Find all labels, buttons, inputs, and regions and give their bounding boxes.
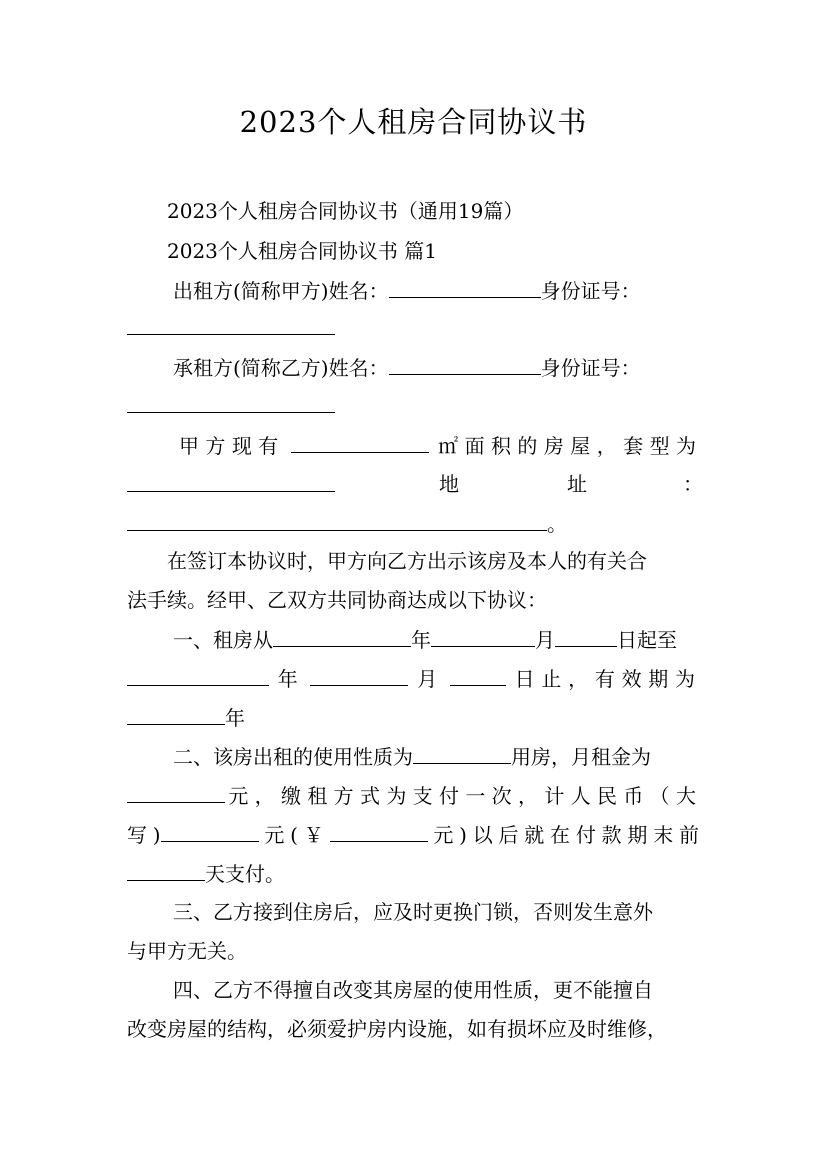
start-month-label: 月 (535, 628, 555, 652)
end-year-blank (127, 663, 269, 686)
clause3-line-1 (127, 897, 699, 927)
lessor-name-blank (389, 275, 541, 298)
end-month-blank (310, 663, 408, 686)
intro-line-2 (127, 585, 699, 615)
lessor-line (127, 275, 699, 306)
clause2-text-f: 元)以后就在付款期末前 (427, 823, 699, 847)
start-day-blank (555, 624, 617, 647)
clause1-from-end: 日起至 (617, 628, 677, 652)
section-heading: 2023个人租房合同协议书 篇1 (167, 239, 437, 263)
rent-blank (127, 780, 225, 803)
clause3-line-2 (127, 936, 699, 966)
intro-text-1: 在签订本协议时，甲方向乙方出示该房及本人的有关合 (167, 549, 647, 573)
clause2-text-g: 天支付。 (205, 862, 285, 886)
house-line (127, 430, 699, 461)
lessor-id-label: 身份证号： (540, 279, 641, 303)
end-day-blank (450, 663, 506, 686)
end-month-label: 月 (414, 667, 444, 691)
clause3-text-2: 与甲方无关。 (127, 939, 247, 963)
address-period: 。 (547, 512, 567, 536)
clause1-text-a: 一、租房从 (173, 628, 273, 652)
start-year-blank (273, 624, 411, 647)
payment-days-blank (127, 858, 205, 881)
clause4-line-2 (127, 1014, 699, 1044)
house-text-b: ㎡面积的房屋，套型为 (434, 434, 700, 458)
lessor-id-line (127, 312, 699, 343)
clause2-text-c: 元，缴租方式为支付一次，计人民币（大 (225, 784, 699, 808)
lessee-label: 承租方(简称乙方)姓名： (173, 356, 389, 380)
lessor-id-blank (127, 312, 335, 335)
end-year-label: 年 (275, 667, 305, 691)
address-line: 地 址 ： (127, 469, 699, 500)
house-text-a: 甲方现有 (179, 434, 285, 458)
address-blank (127, 508, 547, 531)
subtitle-line (127, 196, 699, 226)
section-heading-line (127, 236, 699, 266)
clause4-text-2: 改变房屋的结构，必须爱护房内设施，如有损坏应及时维修， (127, 1017, 667, 1041)
lessee-id-blank (127, 390, 335, 413)
usage-blank (413, 741, 511, 764)
clause2-text-d: 写) (127, 823, 161, 847)
clause2-text-b: 用房，月租金为 (511, 745, 651, 769)
start-year-label: 年 (411, 628, 431, 652)
amount-number-blank (330, 819, 428, 842)
clause2-line-2 (127, 780, 699, 811)
valid-years-label: 年 (225, 706, 245, 730)
lessor-label: 出租方(简称甲方)姓名： (173, 279, 389, 303)
clause2-text-e: 元(￥ (258, 823, 330, 847)
area-blank (291, 430, 429, 453)
intro-line-1 (127, 546, 699, 576)
clause2-text-a: 二、该房出租的使用性质为 (173, 745, 413, 769)
lessee-line (127, 352, 699, 383)
amount-words-blank (161, 819, 259, 842)
lessee-id-label: 身份证号： (540, 356, 641, 380)
start-month-blank (431, 624, 535, 647)
clause3-text-1: 三、乙方接到住房后，应及时更换门锁，否则发生意外 (173, 900, 653, 924)
house-type-blank (127, 469, 335, 492)
address-blank-line (127, 508, 699, 539)
clause1-line-1 (127, 624, 699, 655)
intro-text-2: 法手续。经甲、乙双方共同协商达成以下协议： (127, 588, 547, 612)
subtitle: 2023个人租房合同协议书（通用19篇） (167, 199, 524, 223)
clause2-line-1 (127, 741, 699, 772)
lessee-name-blank (389, 352, 541, 375)
lessee-id-line (127, 390, 699, 421)
clause4-text-1: 四、乙方不得擅自改变其房屋的使用性质，更不能擅自 (173, 978, 653, 1002)
clause4-line-1 (127, 975, 699, 1005)
clause2-line-3 (127, 819, 699, 850)
valid-years-blank (127, 702, 225, 725)
document-title: 2023个人租房合同协议书 (239, 105, 588, 139)
clause1-line-3 (127, 702, 699, 733)
clause1-to: 日止，有效期为 (511, 667, 700, 691)
clause2-line-4 (127, 858, 699, 889)
clause1-line-2 (127, 663, 699, 694)
